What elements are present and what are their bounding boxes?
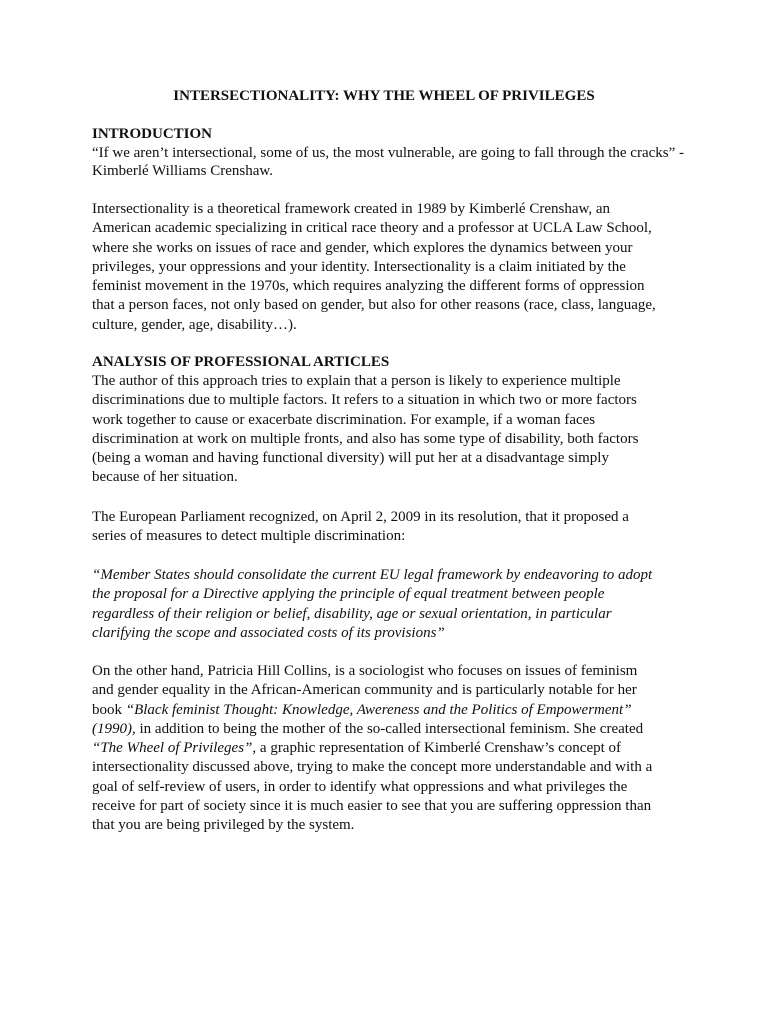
paragraph-line: The European Parliament recognized, on April 2, 2009 in its resolution, that it proposed a — [92, 509, 629, 525]
quote-line: Kimberlé Williams Crenshaw. — [92, 163, 274, 179]
wheel-of-privileges-title: “The Wheel of Privileges” — [92, 740, 253, 757]
european-parliament-paragraph — [92, 508, 676, 547]
paragraph-line: goal of self-review of users, in order to identify what oppressions and what privileges the — [92, 778, 628, 795]
text-fragment: book — [92, 701, 126, 718]
paragraph-line — [92, 739, 676, 758]
paragraph-line: privileges, your oppressions and your identity. Intersectionality is a claim initiated by the — [92, 258, 626, 275]
paragraph-line: culture, gender, age, disability…). — [92, 316, 297, 333]
quote-line: clarifying the scope and associated costs of its provisions” — [92, 624, 445, 641]
paragraph-line: discrimination at work on multiple fronts, and also has some type of disability, both factors — [92, 430, 639, 447]
analysis-section — [92, 353, 676, 488]
paragraph-line: series of measures to detect multiple discrimination: — [92, 528, 406, 545]
document-title: INTERSECTIONALITY: WHY THE WHEEL OF PRIVILEGES — [173, 88, 595, 104]
text-fragment: , a graphic representation of Kimberlé Crenshaw’s concept of — [252, 740, 622, 757]
quote-line: regardless of their religion or belief, disability, age or sexual orientation, in particular — [92, 605, 612, 622]
introduction-paragraph — [92, 200, 676, 335]
paragraph-line: because of her situation. — [92, 469, 238, 486]
quote-line: “If we aren’t intersectional, some of us, the most vulnerable, are going to fall through the cracks” - — [92, 145, 685, 161]
paragraph-line: and gender equality in the African-American community and is particularly notable for her — [92, 682, 637, 699]
analysis-heading: ANALYSIS OF PROFESSIONAL ARTICLES — [92, 354, 390, 370]
paragraph-line: The author of this approach tries to explain that a person is likely to experience multiple — [92, 373, 621, 389]
paragraph-line: that you are being privileged by the system. — [92, 817, 355, 834]
text-fragment: , in addition to being the mother of the so-called intersectional feminism. She created — [132, 720, 644, 737]
paragraph-line: American academic specializing in critical race theory and a professor at UCLA Law School, — [92, 220, 652, 237]
paragraph-line: receive for part of society since it is much easier to see that you are suffering oppression than — [92, 798, 652, 815]
collins-paragraph — [92, 662, 676, 836]
paragraph-line: Intersectionality is a theoretical framework created in 1989 by Kimberlé Crenshaw, an — [92, 201, 610, 217]
paragraph-line — [92, 701, 676, 720]
introduction-section — [92, 125, 685, 180]
paragraph-line: where she works on issues of race and gender, which explores the dynamics between your — [92, 239, 633, 256]
paragraph-line: work together to cause or exacerbate discrimination. For example, if a woman faces — [92, 411, 596, 428]
crenshaw-quote — [92, 144, 685, 180]
paragraph-line — [92, 720, 676, 739]
quote-line: “Member States should consolidate the current EU legal framework by endeavoring to adopt — [92, 567, 653, 583]
paragraph-line: intersectionality discussed above, trying to make the concept more understandable and with a — [92, 759, 653, 776]
paragraph-line: On the other hand, Patricia Hill Collins, is a sociologist who focuses on issues of feminism — [92, 663, 638, 679]
eu-resolution-quote — [92, 566, 676, 643]
paragraph-line: (being a woman and having functional diversity) will put her at a disadvantage simply — [92, 450, 609, 467]
paragraph-line: discriminations due to multiple factors. It refers to a situation in which two or more factors — [92, 392, 637, 409]
quote-line: the proposal for a Directive applying the principle of equal treatment between people — [92, 586, 605, 603]
introduction-heading: INTRODUCTION — [92, 126, 213, 142]
paragraph-line: feminist movement in the 1970s, which requires analyzing the different forms of oppression — [92, 278, 645, 295]
paragraph-line: that a person faces, not only based on gender, but also for other reasons (race, class, language, — [92, 297, 656, 314]
book-year: (1990) — [92, 720, 132, 737]
book-title: “Black feminist Thought: Knowledge, Awereness and the Politics of Empowerment” — [125, 701, 632, 718]
